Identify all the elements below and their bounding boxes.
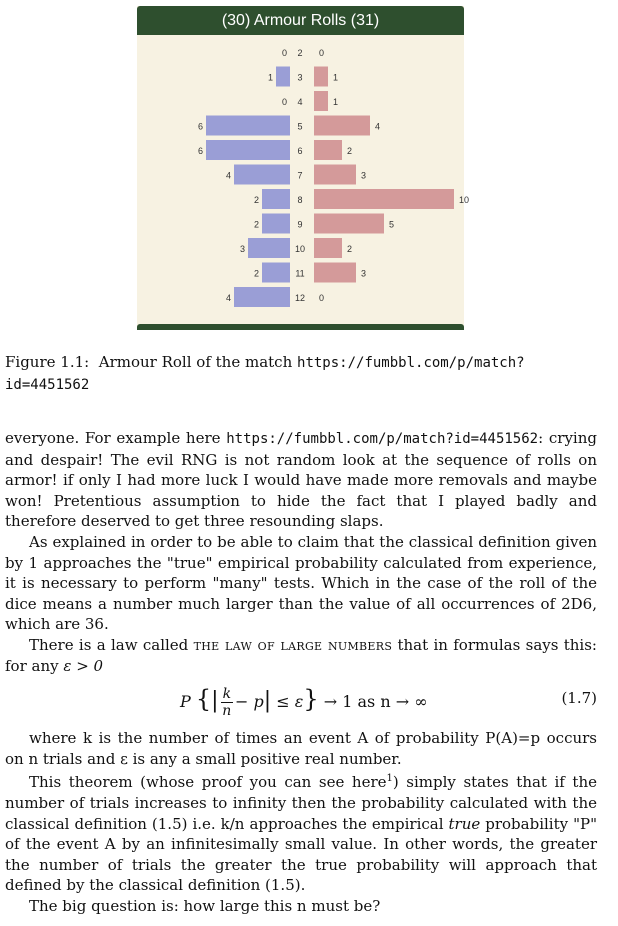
category-label: 2 (297, 48, 303, 58)
true-word: true (448, 814, 481, 833)
p1-text-a: everyone. For example here (5, 429, 227, 447)
right-value-label: 10 (459, 195, 470, 205)
equation-body: P {| $\frac{k}{n}$ − p| ≤ ε} → 1 as n → ∞ (180, 685, 428, 720)
right-value-label: 1 (333, 97, 339, 107)
left-value-label: 6 (197, 121, 203, 132)
left-value-label: 6 (197, 146, 203, 156)
equation-number: (1.7) (561, 689, 597, 708)
left-value-label: 4 (225, 170, 231, 181)
eq-numerator: k (222, 686, 232, 703)
left-value-label: 1 (267, 72, 273, 83)
figure-caption (5, 352, 597, 396)
left-bar (234, 287, 290, 307)
right-bar (314, 189, 454, 209)
left-bar (262, 214, 290, 234)
paragraph-1 (5, 428, 597, 532)
left-bar (206, 116, 290, 136)
left-bar (206, 140, 290, 160)
p3-text-a: There is a law called (29, 635, 194, 654)
right-value-label: 2 (347, 244, 353, 254)
left-value-label: 2 (253, 195, 259, 205)
category-label: 4 (297, 97, 303, 107)
left-value-label: 0 (281, 97, 287, 107)
right-value-label: 2 (347, 146, 353, 156)
category-label: 3 (297, 72, 303, 83)
paragraph-3 (5, 635, 597, 676)
equation-1-7 (5, 676, 597, 728)
category-label: 7 (297, 170, 303, 181)
paragraph-5 (5, 769, 597, 896)
left-bar (248, 238, 290, 258)
category-label: 8 (297, 195, 303, 205)
left-value-label: 2 (253, 219, 259, 230)
right-bar (314, 238, 342, 258)
body-text (5, 428, 597, 916)
paragraph-6: The big question is: how large this n must be? (29, 896, 381, 915)
chart-svg (137, 6, 470, 330)
left-value-label: 2 (253, 268, 259, 279)
eq-minus-p: − p (235, 692, 264, 712)
right-value-label: 0 (319, 293, 325, 303)
category-label: 9 (297, 219, 303, 230)
right-value-label: 4 (375, 121, 381, 132)
left-value-label: 0 (281, 48, 287, 58)
p3-text-b: that in formulas says this: for any (5, 635, 597, 675)
right-bar (314, 263, 356, 283)
eq-denominator: n (222, 703, 232, 720)
right-value-label: 0 (319, 48, 325, 58)
right-bar (314, 91, 328, 111)
p5-text-a: This theorem (whose proof you can see here (29, 773, 387, 792)
p5-text-b: ) simply states that if the number of trials increases to infinity then the probability calculated with the classical definition (1.5) i.e. k/n approaches the empirical (5, 773, 597, 833)
caption-text: Armour Roll of the match (98, 353, 293, 371)
paragraph-2: As explained in order to be able to claim that the classical definition given by 1 approaches the "true" empirical probability calculated from experience, it is necessary to perform "many" tests. Which in the case of the roll of the dice means a number much larger than the value of all occurrences of 2D6, which are 36. (5, 532, 597, 634)
left-bar (262, 189, 290, 209)
left-bar (234, 165, 290, 185)
p1-text-b: : crying and despair! The evil RNG is not random look at the sequence of rolls on armor! if only I had more luck I would have made more removals and maybe won! Pretentious assumption to hide the fact that I played badly and therefore deserved to get three resounding slaps. (5, 429, 597, 531)
left-bar (276, 67, 290, 87)
right-value-label: 3 (361, 268, 367, 279)
paragraph-4: where k is the number of times an event A of probability P(A)=p occurs on n trials and ε is any a small positive real number. (5, 729, 597, 768)
chart-footer-bar (137, 324, 464, 330)
right-value-label: 5 (389, 219, 395, 230)
eq-le-epsilon: ≤ ε (276, 692, 304, 712)
category-label: 11 (295, 268, 305, 279)
category-label: 6 (297, 146, 303, 156)
chart-title: (30) Armour Rolls (31) (137, 6, 464, 35)
p1-link[interactable]: https://fumbbl.com/p/match?id=4451562 (226, 431, 539, 447)
right-bar (314, 116, 370, 136)
epsilon-condition: ε > 0 (63, 656, 104, 675)
left-value-label: 4 (225, 293, 231, 303)
right-value-label: 3 (361, 170, 367, 181)
p5-text-c: probability "P" of the event A by an infinitesimally small value. In other words, the greater the number of trials the greater the true probability will approach that defined by the classical definition (1.5). (5, 814, 597, 895)
armour-rolls-chart (137, 6, 470, 330)
right-bar (314, 214, 384, 234)
category-label: 12 (294, 293, 306, 303)
eq-limit: → 1 as n → ∞ (323, 692, 428, 712)
caption-link[interactable]: https://fumbbl.com/p/match?id=4451562 (5, 355, 525, 393)
right-bar (314, 67, 328, 87)
footnote-marker[interactable]: 1 (386, 773, 393, 785)
left-value-label: 3 (239, 244, 245, 254)
caption-label: Figure 1.1: (5, 353, 90, 371)
eq-fraction (221, 686, 233, 719)
category-label: 5 (297, 121, 303, 132)
category-label: 10 (294, 244, 306, 254)
left-bar (262, 263, 290, 283)
law-name: the law of large numbers (193, 635, 393, 654)
right-bar (314, 140, 342, 160)
eq-p: P (180, 692, 191, 712)
right-value-label: 1 (333, 72, 339, 83)
right-bar (314, 165, 356, 185)
